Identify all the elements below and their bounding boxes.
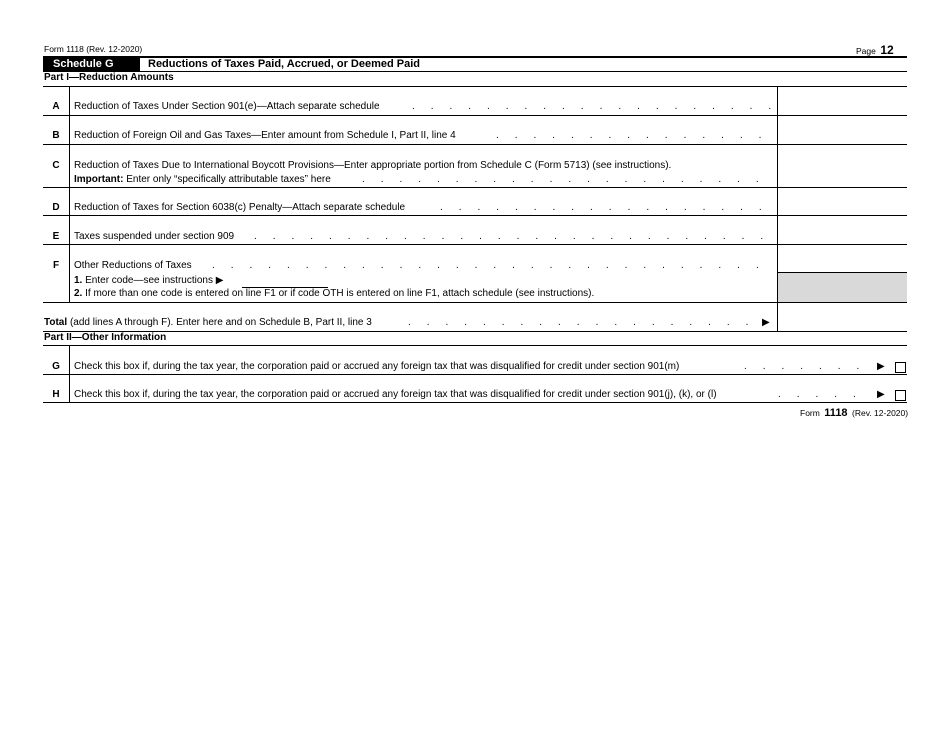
- total-label: Total: [44, 317, 68, 328]
- line-g-label: Check this box if, during the tax year, the corporation paid or accrued any foreign tax that was disqualified for credit under section 901(m): [74, 361, 680, 372]
- line-d-leader: [440, 202, 772, 214]
- line-f-letter: F: [52, 260, 60, 271]
- line-c-important: [74, 174, 331, 186]
- part1-title: Part I—Reduction Amounts: [44, 72, 174, 83]
- total-label-group: [44, 317, 372, 329]
- line-f2-label: [74, 288, 594, 300]
- page-label: Page: [856, 46, 876, 56]
- footer-prefix: Form: [800, 408, 820, 418]
- line-c-leader: [362, 174, 772, 186]
- line-d-label: Reduction of Taxes for Section 6038(c) Penalty—Attach separate schedule: [74, 202, 406, 213]
- line-a-letter: A: [52, 101, 60, 112]
- line-c-letter: C: [52, 160, 60, 171]
- line-g-rule: [43, 374, 907, 375]
- line-d-amount-field[interactable]: [778, 188, 907, 215]
- footer-form-number: 1118: [824, 407, 848, 419]
- total-leader: [408, 317, 758, 329]
- line-e-label: Taxes suspended under section 909: [74, 231, 235, 242]
- line-d-letter: D: [52, 202, 60, 213]
- line-b-label: Reduction of Foreign Oil and Gas Taxes—Enter amount from Schedule I, Part II, line 4: [74, 130, 456, 141]
- line-e-amount-field[interactable]: [778, 216, 907, 244]
- line-h-arrow-icon: ▶: [877, 389, 885, 400]
- line-c-amount-field[interactable]: [778, 145, 907, 187]
- line-e-letter: E: [52, 231, 60, 242]
- schedule-tag: Schedule G: [43, 57, 140, 71]
- line-a-amount-field[interactable]: [778, 87, 907, 115]
- line-g-checkbox[interactable]: [895, 362, 906, 373]
- total-rule: [43, 331, 907, 332]
- line-a-label: Reduction of Taxes Under Section 901(e)—Attach separate schedule: [74, 101, 380, 112]
- line-f-label: Other Reductions of Taxes: [74, 260, 192, 271]
- line-g-arrow-icon: ▶: [877, 361, 885, 372]
- line-c-label: Reduction of Taxes Due to International Boycott Provisions—Enter appropriate portion from Schedule C (Form 5713) (see instructions).: [74, 160, 672, 171]
- line-h-rule: [43, 402, 907, 403]
- footer-rev: (Rev. 12-2020): [852, 408, 909, 418]
- footer-form-reference: [800, 403, 908, 421]
- schedule-title: Reductions of Taxes Paid, Accrued, or Deemed Paid: [148, 58, 421, 70]
- part2-title: Part II—Other Information: [44, 332, 167, 343]
- line-c-important-label: Important:: [74, 174, 124, 185]
- line-h-letter: H: [52, 389, 60, 400]
- letter-column-divider: [69, 87, 70, 302]
- line-b-leader: [496, 130, 772, 142]
- form-reference: Form 1118 (Rev. 12-2020): [44, 44, 143, 54]
- line-f-leader: [212, 260, 772, 272]
- line-h-label: Check this box if, during the tax year, the corporation paid or accrued any foreign tax that was disqualified for credit under section 901(j), (k), or (l): [74, 389, 717, 400]
- page-number: 12: [880, 43, 894, 57]
- line-f2-text: If more than one code is entered on line F1 or if code OTH is entered on line F1, attach schedule (see instructions).: [85, 288, 595, 299]
- line-f-shaded-cell: [778, 273, 907, 302]
- line-f1-text: Enter code—see instructions ▶: [85, 275, 224, 286]
- line-f1-label: [74, 275, 223, 287]
- line-c-important-text: Enter only “specifically attributable taxes” here: [126, 174, 331, 185]
- line-g-leader: [744, 361, 872, 373]
- line-f-amount-field[interactable]: [778, 245, 907, 272]
- line-f1-num: 1.: [74, 275, 83, 286]
- total-arrow-icon: ▶: [762, 317, 770, 328]
- line-b-letter: B: [52, 130, 60, 141]
- line-f2-num: 2.: [74, 288, 83, 299]
- total-text: (add lines A through F). Enter here and on Schedule B, Part II, line 3: [69, 317, 372, 328]
- line-g-letter: G: [52, 361, 60, 372]
- line-a-leader: [412, 101, 772, 113]
- line-h-leader: [778, 389, 872, 401]
- line-h-checkbox[interactable]: [895, 390, 906, 401]
- line-e-leader: [254, 231, 772, 243]
- line-b-amount-field[interactable]: [778, 116, 907, 144]
- part2-title-rule: [43, 345, 907, 346]
- total-amount-field[interactable]: [778, 303, 907, 331]
